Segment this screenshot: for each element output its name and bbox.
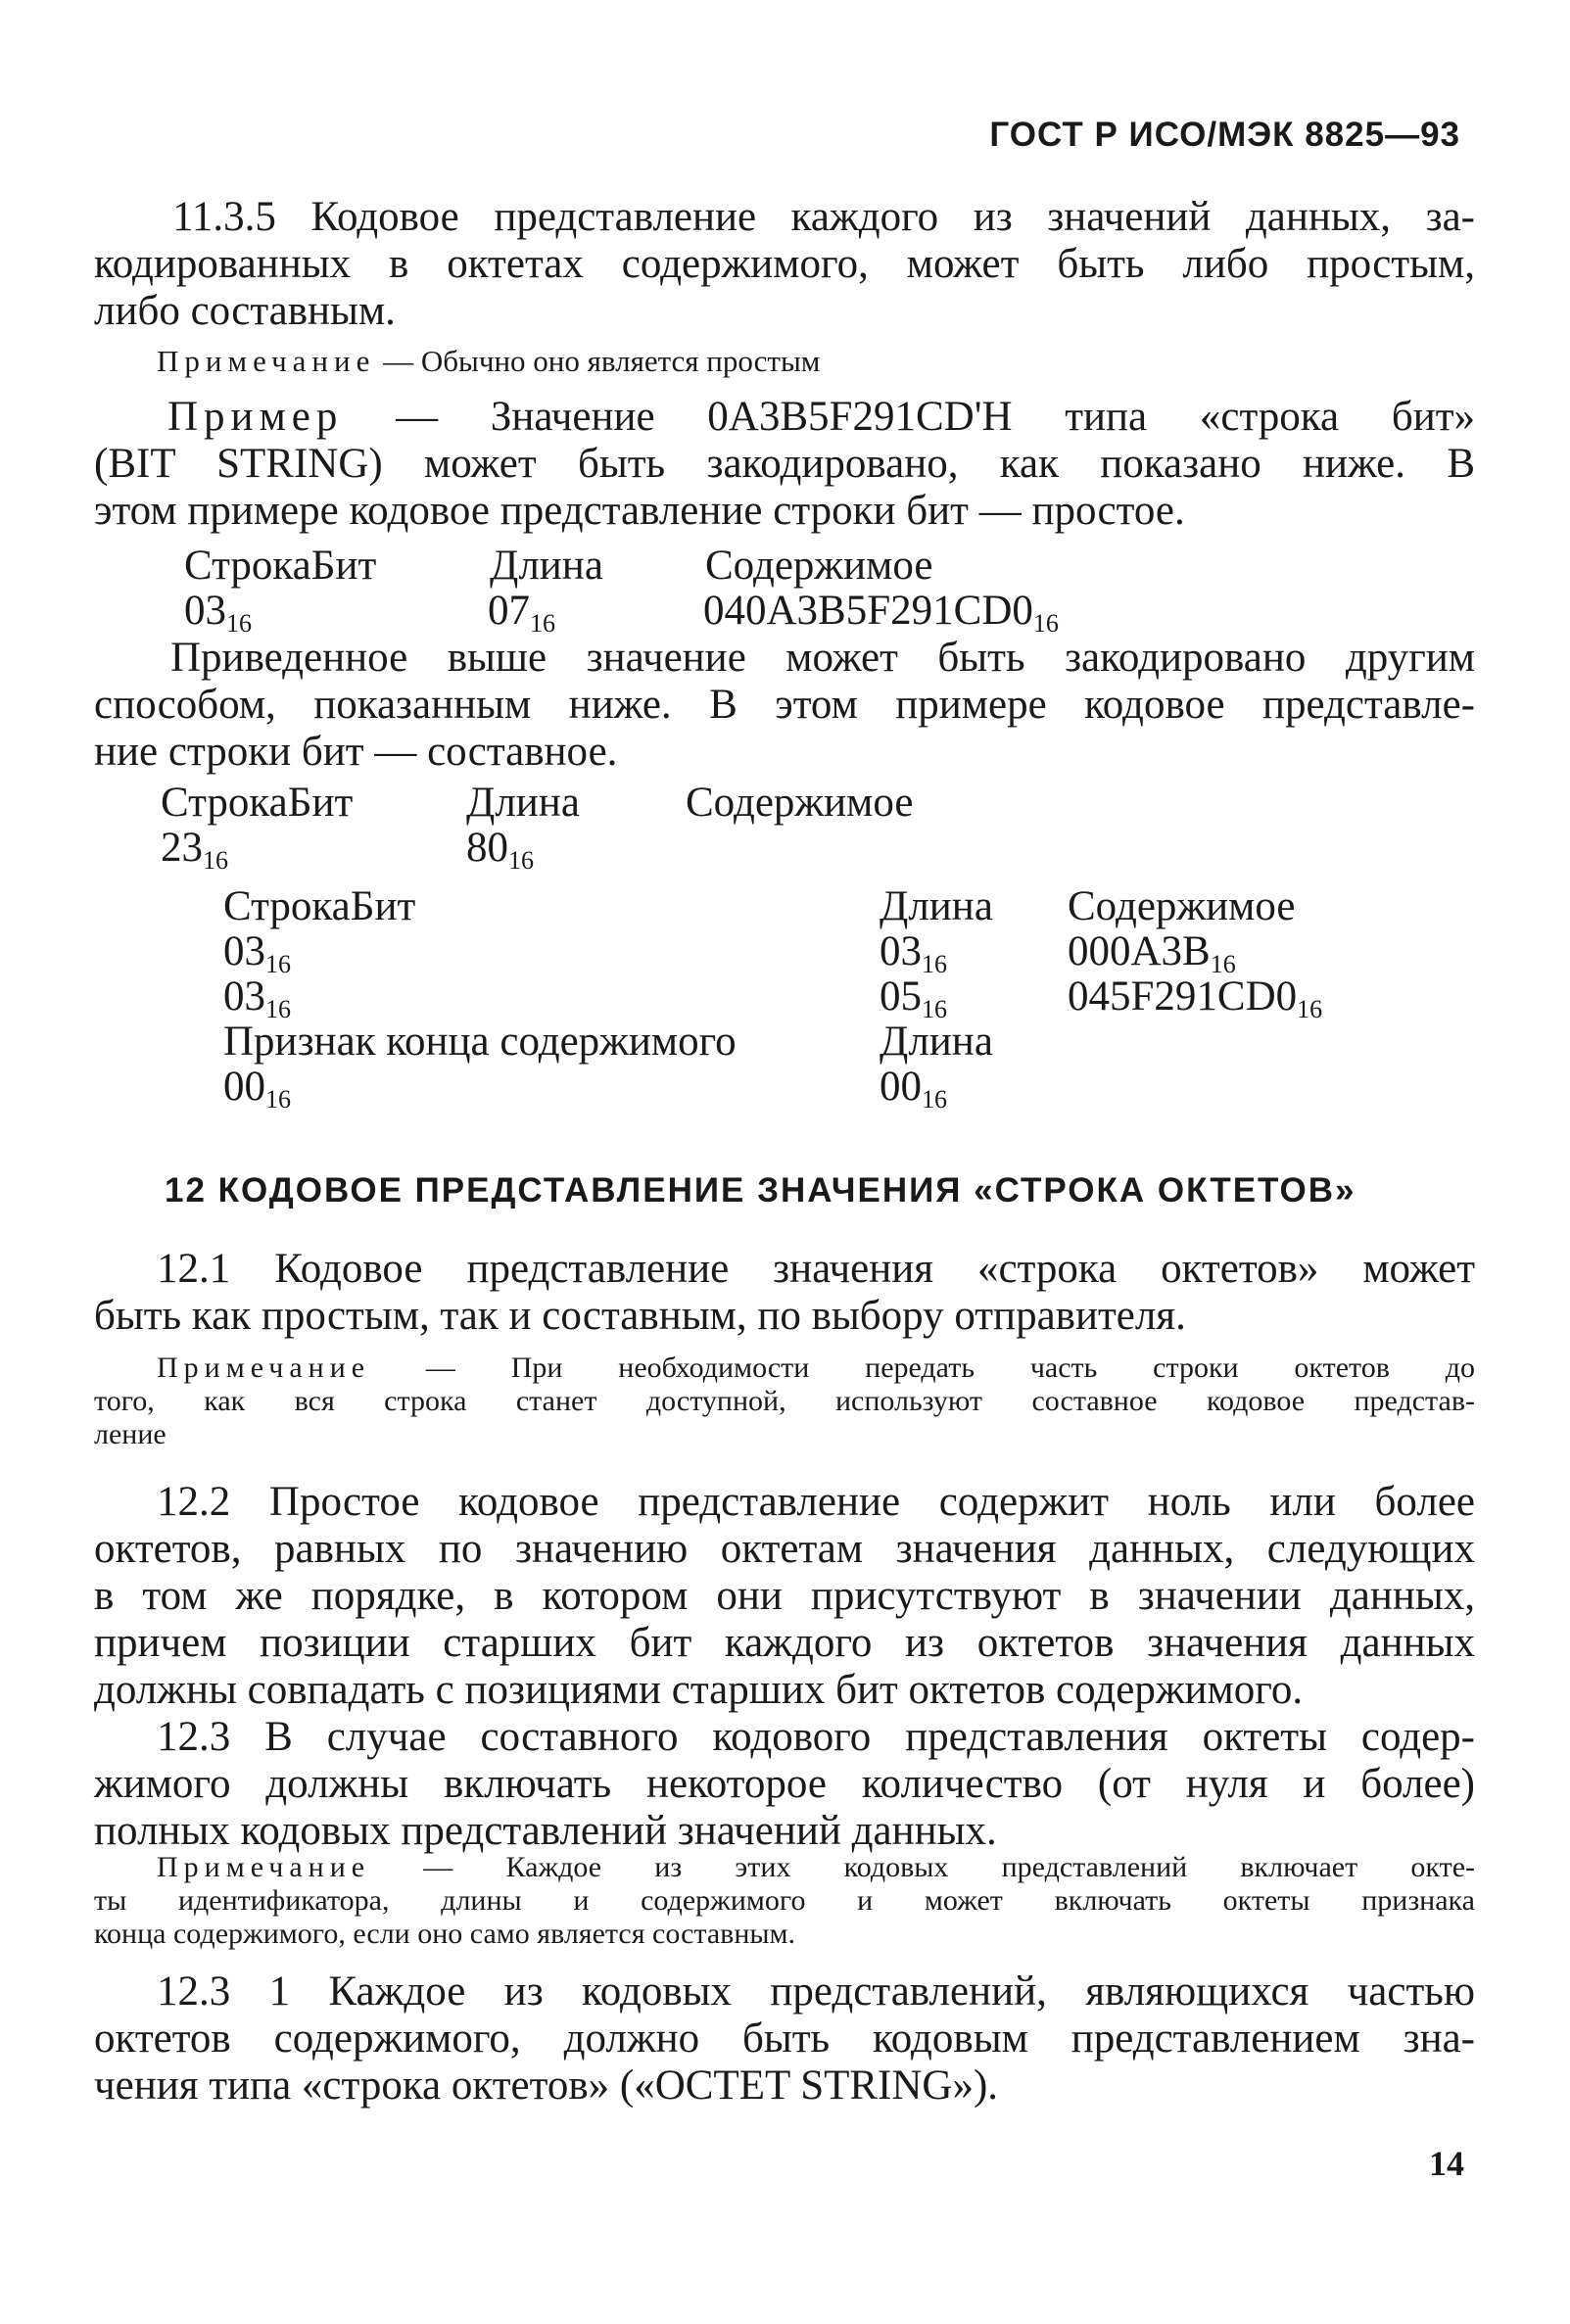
example-line-1: — Значение 0A3B5F291CD'H типа «строка бит» xyxy=(343,394,1475,440)
note-label: Примечание xyxy=(157,344,376,378)
table-header: Признак конца содержимого xyxy=(223,1019,737,1065)
cell-subscript: 16 xyxy=(1210,950,1236,978)
text-line: в том же порядке, в котором они присутствуют в значении данных, xyxy=(94,1573,1475,1619)
cell-subscript: 16 xyxy=(922,1085,947,1114)
note-label: Примечание xyxy=(157,1352,371,1384)
table-header: Содержимое xyxy=(705,543,933,589)
note-line xyxy=(157,1851,1475,1884)
cell-value: 03 xyxy=(184,588,226,634)
text-line: полных кодовых представлений значений данных. xyxy=(94,1808,997,1854)
text-line: способом, показанным ниже. В этом примере кодовое представле- xyxy=(94,682,1475,728)
example-label: Пример xyxy=(167,394,344,440)
cell-subscript: 16 xyxy=(508,846,534,875)
cell-value: 00 xyxy=(880,1064,922,1110)
text-line: октетов содержимого, должно быть кодовым представлением зна- xyxy=(94,2016,1475,2062)
text-line: этом примере кодовое представление строки бит — простое. xyxy=(94,488,1185,534)
cell-value: 00 xyxy=(223,1064,265,1110)
note-label: Примечание xyxy=(157,1851,371,1883)
table-header: Длина xyxy=(880,1019,993,1065)
section-heading: 12 КОДОВОЕ ПРЕДСТАВЛЕНИЕ ЗНАЧЕНИЯ «СТРОКА ОКТЕТОВ» xyxy=(165,1171,1356,1209)
paragraph-11-3-5 xyxy=(94,194,1475,335)
table-header: Длина xyxy=(880,883,993,929)
table-cell xyxy=(184,588,252,640)
table-cell xyxy=(1068,973,1322,1025)
table-header: СтрокаБит xyxy=(161,780,354,826)
paragraph-12-3 xyxy=(94,1714,1475,1855)
note-text: — Каждое из этих кодовых представлений включает окте- xyxy=(370,1851,1475,1883)
text-line: 12.2 Простое кодовое представление содержит ноль или более xyxy=(157,1479,1475,1525)
cell-value: 07 xyxy=(488,588,530,634)
cell-value: 040A3B5F291CD0 xyxy=(703,588,1033,634)
table-cell xyxy=(223,1064,291,1115)
note-1 xyxy=(157,345,1475,378)
text-line: либо составным. xyxy=(94,288,396,334)
note-3-continued xyxy=(94,1884,1475,1951)
cell-value: 03 xyxy=(223,973,265,1020)
cell-value: 80 xyxy=(466,825,508,871)
document-header: ГОСТ Р ИСО/МЭК 8825—93 xyxy=(989,116,1460,154)
table-cell xyxy=(880,1064,947,1115)
paragraph-12-3-1 xyxy=(94,1968,1475,2110)
text-line: октетов, равных по значению октетам значения данных, следующих xyxy=(94,1526,1475,1572)
page-number: 14 xyxy=(1429,2144,1464,2183)
text-line: кодированных в октетах содержимого, может быть либо простым, xyxy=(94,241,1475,287)
text-line: (BIT STRING) может быть закодировано, как показано ниже. В xyxy=(94,441,1475,487)
cell-subscript: 16 xyxy=(265,995,291,1023)
text-line: 12.3 В случае составного кодового представления октеты содер- xyxy=(157,1714,1475,1760)
note-3 xyxy=(157,1851,1475,1884)
cell-subscript: 16 xyxy=(1297,995,1323,1023)
note-line: ты идентификатора, длины и содержимого и может включать октеты признака xyxy=(94,1884,1475,1917)
table-header: СтрокаБит xyxy=(184,543,377,589)
cell-subscript: 16 xyxy=(226,609,252,638)
table-header: Содержимое xyxy=(1068,883,1296,929)
cell-subscript: 16 xyxy=(265,950,291,978)
cell-value: 03 xyxy=(223,928,265,974)
note-2-continued xyxy=(94,1385,1475,1451)
cell-subscript: 16 xyxy=(530,609,555,638)
note-text: — При необходимости передать часть строки октетов до xyxy=(370,1352,1475,1384)
note-2 xyxy=(157,1352,1475,1385)
cell-subscript: 16 xyxy=(922,950,947,978)
cell-subscript: 16 xyxy=(1032,609,1059,638)
text-line: ние строки бит — составное. xyxy=(94,729,618,775)
cell-value: 045F291CD0 xyxy=(1068,973,1298,1020)
text-line: 12.1 Кодовое представление значения «строка октетов» может xyxy=(157,1246,1475,1292)
text-line: быть как простым, так и составным, по выбору отправителя. xyxy=(94,1293,1186,1339)
text-line: жимого должны включать некоторое количество (от нуля и более) xyxy=(94,1761,1475,1807)
table-cell xyxy=(703,588,1059,640)
cell-value: 000A3B xyxy=(1068,928,1211,974)
table-header: Содержимое xyxy=(686,780,914,826)
cell-value: 03 xyxy=(880,928,922,974)
example-paragraph xyxy=(94,394,1475,535)
table-header: Длина xyxy=(490,543,603,589)
cell-subscript: 16 xyxy=(922,995,947,1023)
text-line: 11.3.5 Кодовое представление каждого из значений данных, за- xyxy=(172,194,1475,240)
cell-subscript: 16 xyxy=(265,1085,291,1114)
note-line: того, как вся строка станет доступной, используют составное кодовое представ- xyxy=(94,1385,1475,1417)
text-line: 12.3 1 Каждое из кодовых представлений, являющихся частью xyxy=(157,1968,1475,2015)
note-line: ление xyxy=(94,1418,167,1450)
text-line xyxy=(94,394,1475,441)
table-cell xyxy=(466,825,534,877)
table-header: СтрокаБит xyxy=(223,883,416,929)
text-line: причем позиции старших бит каждого из октетов значения данных xyxy=(94,1620,1475,1666)
table-cell xyxy=(161,825,228,877)
note-line xyxy=(157,1352,1475,1385)
paragraph-alternative xyxy=(94,635,1475,776)
table-cell xyxy=(488,588,555,640)
cell-value: 23 xyxy=(161,825,203,871)
text-line: Приведенное выше значение может быть закодировано другим xyxy=(170,635,1475,681)
cell-subscript: 16 xyxy=(203,846,228,875)
paragraph-12-1 xyxy=(94,1246,1475,1340)
table-header: Длина xyxy=(466,780,580,826)
cell-value: 05 xyxy=(880,973,922,1020)
text-line: должны совпадать с позициями старших бит октетов содержимого. xyxy=(94,1667,1304,1713)
paragraph-12-2 xyxy=(94,1479,1475,1714)
note-line: конца содержимого, если оно само является составным. xyxy=(94,1918,796,1950)
text-line: чения типа «строка октетов» («OCTET STRING»). xyxy=(94,2063,999,2109)
note-text: — Обычно оно является простым xyxy=(375,344,821,378)
